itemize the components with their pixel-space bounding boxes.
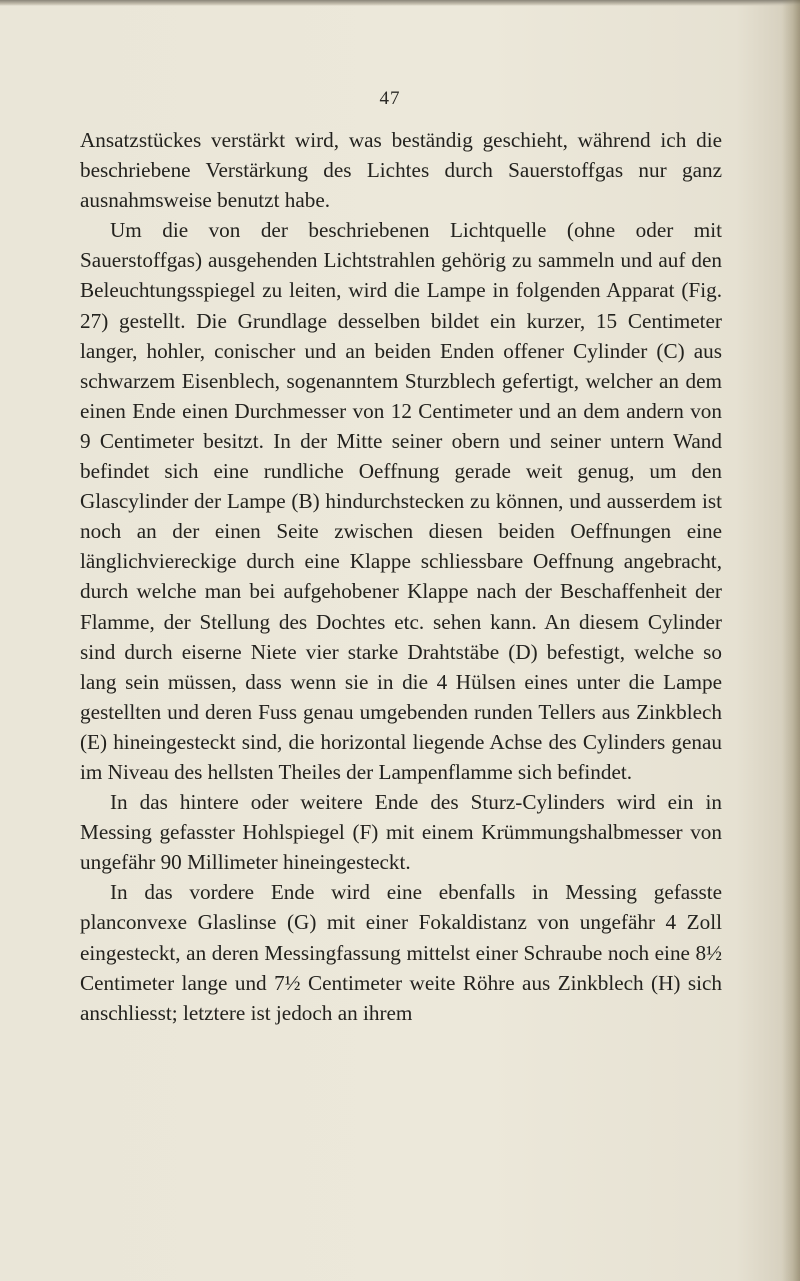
paragraph-3: In das hintere oder weitere Ende des Sturz-Cylinders wird ein in Messing gefasster Hohlspiegel (F) mit einem Krümmungshalbmesser von ungefähr 90 Millimeter hineingesteckt.	[80, 790, 722, 875]
page-top-edge	[0, 0, 800, 6]
paragraph-2: Um die von der beschriebenen Lichtquelle (ohne oder mit Sauerstoffgas) ausgehenden Lichtstrahlen gehörig zu sammeln und auf den Beleuchtungsspiegel zu leiten, wird die Lampe in folgenden Apparat (Fig. 27) gestellt. Die Grundlage desselben bildet ein kurzer, 15 Centimeter langer, hohler, conischer und an beiden Enden offener Cylinder (C) aus schwarzem Eisenblech, sogenanntem Sturzblech gefertigt, welcher an dem einen Ende einen Durchmesser von 12 Centimeter und an dem andern von 9 Centimeter besitzt. In der Mitte seiner obern und seiner untern Wand befindet sich eine rundliche Oeffnung gerade weit genug, um den Glascylinder der Lampe (B) hindurchstecken zu können, und ausserdem ist noch an der einen Seite zwischen diesen beiden Oeffnungen eine länglichviereckige durch eine Klappe schliessbare Oeffnung angebracht, durch welche man bei aufgehobener Klappe nach der Beschaffenheit der Flamme, der Stellung des Dochtes etc. sehen kann. An diesem Cylinder sind durch eiserne Niete vier starke Drahtstäbe (D) befestigt, welche so lang sein müssen, dass wenn sie in die 4 Hülsen eines unter die Lampe gestellten und deren Fuss genau umgebenden runden Tellers aus Zinkblech (E) hineingesteckt sind, die horizontal liegende Achse des Cylinders genau im Niveau des hellsten Theiles der Lampenflamme sich befindet.	[80, 218, 722, 784]
paragraph-1: Ansatzstückes verstärkt wird, was beständig geschieht, während ich die beschriebene Verstärkung des Lichtes durch Sauerstoffgas nur ganz ausnahmsweise benutzt habe.	[80, 128, 722, 213]
page-right-edge	[782, 0, 800, 1281]
paragraph-4: In das vordere Ende wird eine ebenfalls in Messing gefasste planconvexe Glaslinse (G) mit einer Fokaldistanz von ungefähr 4 Zoll eingesteckt, an deren Messingfassung mittelst einer Schraube noch eine 8½ Centimeter lange und 7½ Centimeter weite Röhre aus Zinkblech (H) sich anschliesst; letztere ist jedoch an ihrem	[80, 880, 722, 1025]
page-number: 47	[379, 88, 401, 109]
body-text	[80, 125, 722, 1028]
